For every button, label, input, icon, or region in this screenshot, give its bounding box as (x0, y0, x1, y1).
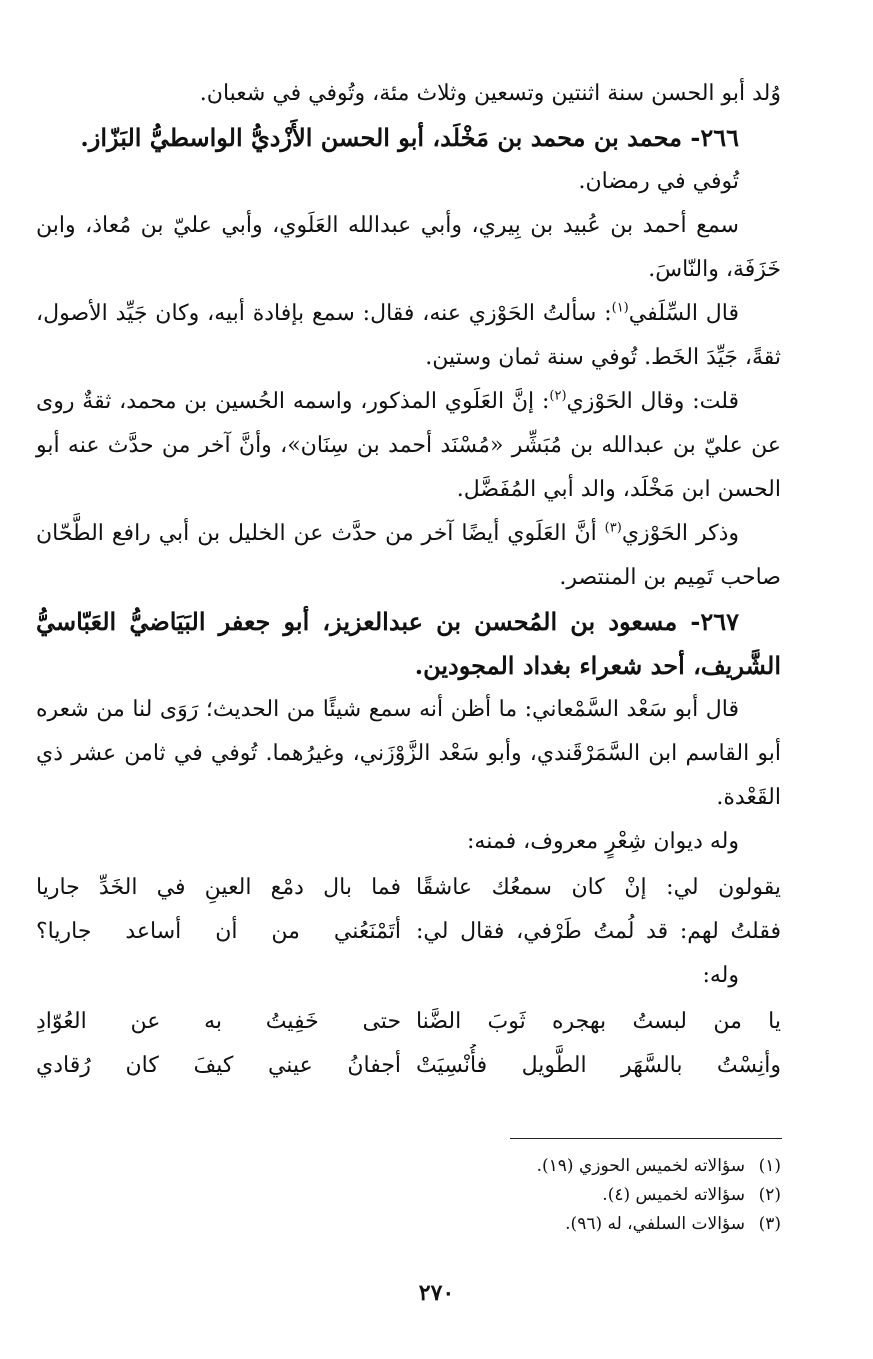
footnote-ref-1[interactable]: (١) (611, 300, 629, 316)
paragraph-walahu: وله: (702, 963, 739, 988)
entry-267-heading (36, 600, 781, 688)
verse-first-half: فقلتُ لهم: قد لُمتُ طَرْفي، فقال لي: (415, 919, 781, 944)
footnote-text: سؤالاته لخميس الحوزي (١٩). (536, 1156, 745, 1176)
footnote-item (181, 1210, 781, 1239)
footnote-text: سؤالات السلفي، له (٩٦). (565, 1214, 745, 1234)
main-text (36, 72, 781, 1088)
poem-2 (36, 1000, 781, 1088)
footnote-item (181, 1152, 781, 1181)
footnote-ref-2[interactable]: (٢) (549, 388, 567, 404)
paragraph-dhakar (36, 512, 781, 600)
verse-second-half: فما بال دمْع العينِ في الخَدِّ جاريا (36, 875, 402, 900)
footnotes (181, 1152, 781, 1239)
verse-second-half: أتَمْنَعُني من أن أساعد جاريا؟ (36, 919, 402, 944)
verse-first-half: يقولون لي: إنْ كان سمعُك عاشقًا (415, 875, 781, 900)
paragraph-samani: قال أبو سَعْد السَّمْعاني: ما أظن أنه سمع شيئًا من الحديث؛ رَوَى لنا من شعره أبو القاسم ابن السَّمَرْقَندي، وأبو سَعْد الزَّوْزَني، وغيرُهما. تُوفي في ثامن عشر ذي القَعْدة. (36, 697, 781, 810)
entry-267-number: ٢٦٧- (690, 607, 739, 636)
qultu-text-b: : إنَّ العَلَوي المذكور، واسمه الحُسين بن محمد، ثقةٌ روى عن عليّ بن عبدالله بن مُبَشِّر «مُسْنَد أحمد بن سِنَان»، وأنَّ آخر من حدَّث عنه أبو الحسن ابن مَخْلَد، والد أبي المُفَضَّل. (36, 389, 781, 502)
footnote-item (181, 1181, 781, 1210)
verse-first-half: وأنِسْتُ بالسَّهَر الطَّويل فأُنْسِيَتْ (415, 1053, 781, 1078)
footnote-text: سؤالاته لخميس (٤). (602, 1185, 745, 1205)
verse-line (36, 866, 781, 910)
footnote-number: (٢) (758, 1185, 781, 1205)
verse-second-half: أجفانُ عيني كيفَ كان رُقادي (36, 1053, 402, 1078)
entry-266-title: محمد بن محمد بن مَخْلَد، أبو الحسن الأَزْديُّ الواسطيُّ البَزّاز. (80, 123, 682, 152)
footnote-number: (١) (758, 1156, 781, 1176)
silafi-text-b: : سألتُ الحَوْزي عنه، فقال: سمع بإفادة أبيه، وكان جَيِّد الأصول، ثقةً، جَيِّدَ الخَط. تُوفي سنة ثمان وستين. (36, 301, 781, 370)
entry-267-title: مسعود بن المُحسن بن عبدالعزيز، أبو جعفر البَيَاضيُّ العَبّاسيُّ الشَّريف، أحد شعراء بغداد المجودين. (36, 607, 781, 680)
footnote-number: (٣) (758, 1214, 781, 1234)
entry-266-number: ٢٦٦- (690, 123, 739, 152)
page-number: ٢٧٠ (418, 1280, 455, 1306)
dhakar-text-a: وذكر الحَوْزي (621, 521, 739, 546)
paragraph-diwan: وله ديوان شِعْرٍ معروف، فمنه: (467, 829, 739, 854)
verse-first-half: يا من لبستُ بهجره ثَوبَ الضَّنا (415, 1009, 781, 1034)
verse-line (36, 910, 781, 954)
paragraph-heard-from: سمع أحمد بن عُبيد بن بِيري، وأبي عبدالله العَلَوي، وأبي عليّ بن مُعاذ، وابن خَزَفَة، والنّاسَ. (36, 213, 781, 282)
qultu-text-a: قلت: وقال الحَوْزي (566, 389, 740, 414)
footnote-ref-3[interactable]: (٣) (604, 520, 622, 536)
verse-line (36, 1044, 781, 1088)
poem-1 (36, 866, 781, 954)
dhakar-text-b: أنَّ العَلَوي أيضًا آخر من حدَّث عن الخليل بن أبي رافع الطَّحّان صاحب تَمِيم بن المنتصر. (36, 521, 781, 590)
footnote-divider (510, 1138, 782, 1139)
verse-second-half: حتى خَفِيتُ به عن العُوّادِ (36, 1009, 402, 1034)
paragraph-birth: وُلد أبو الحسن سنة اثنتين وتسعين وثلاث مئة، وتُوفي في شعبان. (199, 81, 781, 106)
silafi-text-a: قال السِّلَفي (628, 301, 740, 326)
paragraph-died-ramadan: تُوفي في رمضان. (578, 169, 739, 194)
entry-266-heading (36, 116, 781, 160)
verse-line (36, 1000, 781, 1044)
paragraph-qultu (36, 380, 781, 512)
paragraph-silafi (36, 292, 781, 380)
